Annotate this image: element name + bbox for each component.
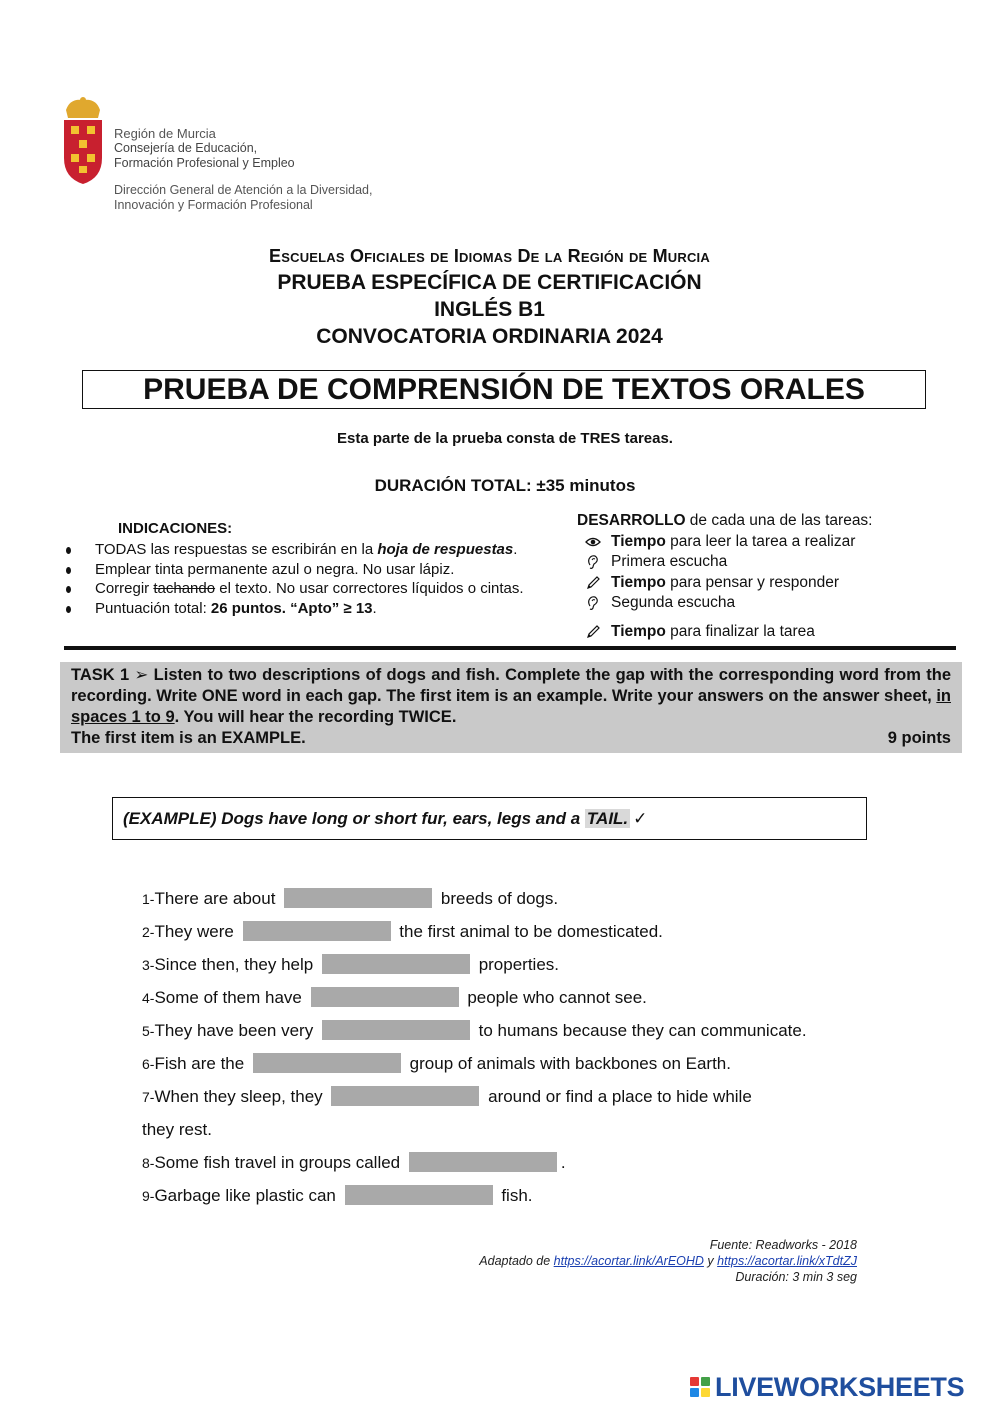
- development-heading-text: de cada una de las tareas:: [685, 512, 873, 529]
- gap-item: [142, 985, 807, 1018]
- bullet-icon: [66, 606, 71, 613]
- item-text-before: Some fish travel in groups called: [154, 1153, 405, 1172]
- item-continuation-text: they rest.: [142, 1120, 212, 1139]
- watermark-text: LIVEWORKSHEETS: [715, 1371, 965, 1402]
- indication-text-end: el texto. No usar correctores líquidos o cintas.: [215, 580, 524, 597]
- liveworksheets-watermark: [690, 1372, 964, 1402]
- answer-gap[interactable]: [345, 1185, 493, 1205]
- struck-word: tachando: [153, 580, 216, 597]
- exam-titles: [0, 243, 979, 350]
- item-text-after: properties.: [473, 955, 560, 974]
- gap-item: [142, 1150, 807, 1183]
- indication-text: Puntuación total:: [95, 599, 211, 617]
- eye-icon: [585, 534, 601, 550]
- item-text-after: fish.: [496, 1186, 533, 1205]
- answer-gap[interactable]: [322, 1020, 470, 1040]
- step-time-label: Tiempo: [611, 622, 666, 640]
- item-text-before: Some of them have: [154, 988, 307, 1007]
- example-box: [112, 797, 867, 840]
- item-number: 1-: [142, 891, 155, 907]
- org-dept-line2: Formación Profesional y Empleo: [114, 156, 295, 170]
- indication-text: TODAS las respuestas se escribirán en la: [95, 541, 378, 558]
- gap-fill-items: [142, 886, 807, 1216]
- item-text-before: They were: [154, 922, 239, 941]
- bullet-icon: [66, 547, 71, 554]
- task-label: TASK 1 ➢: [71, 666, 149, 684]
- answer-gap[interactable]: [331, 1086, 479, 1106]
- item-text-before: When they sleep, they: [154, 1087, 328, 1106]
- source-line: Fuente: Readworks - 2018: [709, 1238, 857, 1252]
- ear-icon: [585, 595, 601, 611]
- step-time-label: Tiempo: [611, 573, 666, 591]
- link-separator: y: [703, 1254, 718, 1268]
- answer-gap[interactable]: [253, 1053, 401, 1073]
- item-text-after: to humans because they can communicate.: [473, 1021, 807, 1040]
- ear-icon: [585, 554, 601, 570]
- step-text: para finalizar la tarea: [665, 622, 815, 640]
- item-text-before: Garbage like plastic can: [154, 1186, 341, 1205]
- item-number: 7-: [142, 1089, 155, 1105]
- answer-gap[interactable]: [322, 954, 470, 974]
- step-text: Segunda escucha: [611, 594, 736, 611]
- indications-list: [60, 540, 524, 618]
- pencil-icon: [585, 624, 601, 640]
- total-duration: DURACIÓN TOTAL: ±35 minutos: [374, 476, 636, 495]
- item-text-before: Since then, they help: [154, 955, 318, 974]
- step-finish: [577, 622, 873, 643]
- item-number: 9-: [142, 1188, 155, 1204]
- item-number: 4-: [142, 990, 155, 1006]
- task-text-part: Listen to two descriptions of dogs and fish. Complete the gap with the corresponding word from the recording. Write ONE word in each gap. The first item is an example. Write your answers on the answer sheet,: [71, 666, 952, 705]
- task-points: 9 points: [887, 729, 951, 747]
- step-time-label: Tiempo: [611, 532, 666, 550]
- region-murcia-logo: [60, 96, 106, 188]
- indication-text-end: .: [372, 599, 377, 617]
- task-text-part: . You will hear the recording TWICE.: [174, 708, 457, 726]
- organization-block: [114, 126, 295, 171]
- answer-gap[interactable]: [284, 888, 432, 908]
- example-answer: TAIL.: [586, 809, 629, 828]
- item-text-before: They have been very: [154, 1021, 318, 1040]
- session-title: CONVOCATORIA ORDINARIA 2024: [316, 325, 663, 348]
- answer-gap[interactable]: [311, 987, 459, 1007]
- answer-sheet-emphasis: hoja de respuestas: [377, 541, 514, 558]
- item-text-after: around or find a place to hide while: [483, 1087, 752, 1106]
- task-text: [71, 665, 951, 728]
- indication-text: Emplear tinta permanente azul o negra. No usar lápiz.: [95, 560, 455, 578]
- development-heading: [577, 511, 873, 532]
- step-text: para pensar y responder: [665, 573, 840, 591]
- answer-gap[interactable]: [409, 1152, 557, 1172]
- school-title: Escuelas Oficiales de Idiomas De la Región de Murcia: [269, 246, 710, 266]
- item-number: 3-: [142, 957, 155, 973]
- source-credits: [479, 1237, 857, 1285]
- score-emphasis: 26 puntos. “Apto” ≥ 13: [210, 599, 373, 617]
- item-text-after: .: [560, 1153, 566, 1172]
- liveworksheets-logo-icon: [690, 1377, 710, 1397]
- check-icon: ✓: [633, 809, 648, 828]
- gap-item: [142, 1018, 807, 1051]
- item-text-before: There are about: [154, 889, 281, 908]
- exam-title: PRUEBA ESPECÍFICA DE CERTIFICACIÓN: [277, 271, 702, 294]
- indication-item: [60, 599, 524, 619]
- step-second-listen: [577, 593, 873, 614]
- item-text-before: Fish are the: [154, 1054, 249, 1073]
- step-think: [577, 573, 873, 594]
- development-label: DESARROLLO: [577, 512, 686, 529]
- directorate-block: [114, 183, 372, 213]
- gap-item: [142, 1183, 807, 1216]
- directorate-line2: Innovación y Formación Profesional: [114, 198, 313, 212]
- source-link-1[interactable]: https://acortar.link/ArEOHD: [553, 1254, 704, 1268]
- step-text: para leer la tarea a realizar: [665, 532, 856, 550]
- bullet-icon: [66, 567, 71, 574]
- source-link-2[interactable]: https://acortar.link/xTdtZJ: [717, 1254, 857, 1268]
- example-text: (EXAMPLE) Dogs have long or short fur, ears, legs and a: [123, 809, 585, 828]
- item-number: 8-: [142, 1155, 155, 1171]
- step-first-listen: [577, 552, 873, 573]
- gap-item: [142, 919, 807, 952]
- section-divider: [64, 646, 956, 650]
- directorate-line1: Dirección General de Atención a la Diversidad,: [114, 183, 373, 197]
- org-dept-line1: Consejería de Educación,: [114, 141, 258, 155]
- indication-item: [60, 579, 524, 599]
- item-number: 6-: [142, 1056, 155, 1072]
- development-steps: [577, 511, 873, 642]
- adapted-label: Adaptado de: [479, 1254, 554, 1268]
- bullet-icon: [66, 586, 71, 593]
- step-read: [577, 532, 873, 553]
- item-number: 2-: [142, 924, 155, 940]
- item-text-after: breeds of dogs.: [436, 889, 559, 908]
- task-footer: [71, 728, 951, 749]
- gap-item: [142, 1051, 807, 1084]
- level-title: INGLÉS B1: [434, 298, 545, 321]
- indications-heading: INDICACIONES:: [118, 520, 233, 537]
- gap-item: [142, 886, 807, 919]
- item-text-after: the first animal to be domesticated.: [394, 922, 663, 941]
- task-spaces-underlined: in spaces 1 to 9: [71, 687, 951, 726]
- audio-duration: Duración: 3 min 3 seg: [735, 1270, 857, 1284]
- item-number: 5-: [142, 1023, 155, 1039]
- part-description: Esta parte de la prueba consta de TRES tareas.: [337, 430, 673, 447]
- adapted-from-line: [479, 1253, 857, 1269]
- example-note: The first item is an EXAMPLE.: [71, 729, 306, 747]
- indication-item: [60, 540, 524, 560]
- section-title-box: PRUEBA DE COMPRENSIÓN DE TEXTOS ORALES: [82, 370, 926, 409]
- step-text: Primera escucha: [611, 553, 728, 570]
- gap-item: [142, 952, 807, 985]
- answer-gap[interactable]: [243, 921, 391, 941]
- gap-item-continuation: [142, 1117, 807, 1150]
- indication-text-end: .: [513, 541, 518, 558]
- org-name: Región de Murcia: [114, 126, 216, 141]
- indication-item: [60, 560, 524, 580]
- gap-item: [142, 1084, 807, 1117]
- item-text-after: group of animals with backbones on Earth.: [404, 1054, 731, 1073]
- task-instructions: [60, 662, 962, 753]
- indication-text: Corregir: [95, 580, 154, 597]
- pencil-icon: [585, 575, 601, 591]
- item-text-after: people who cannot see.: [462, 988, 647, 1007]
